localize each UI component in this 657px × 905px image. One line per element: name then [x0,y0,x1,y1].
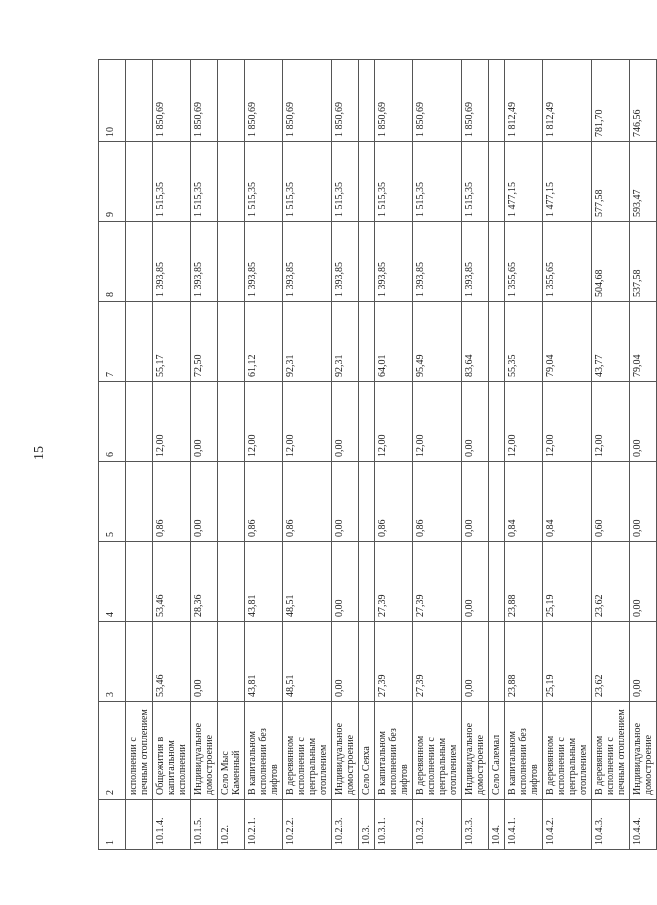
value-cell: 12,00 [505,382,543,462]
table-row [126,60,153,850]
value-cell: 27,39 [413,622,462,702]
row-number-cell: 10.2.2. [283,800,332,850]
value-cell [126,60,153,142]
value-cell: 1 850,69 [245,60,283,142]
value-cell: 23,62 [592,622,630,702]
value-cell: 12,00 [592,382,630,462]
row-number-cell: 10.4.1. [505,800,543,850]
value-cell: 12,00 [283,382,332,462]
value-cell: 1 515,35 [413,142,462,222]
value-cell: 0,00 [630,382,657,462]
row-number-cell: 10.1.4. [153,800,191,850]
header-cell: 6 [99,382,126,462]
page-number: 15 [32,446,47,460]
value-cell: 23,62 [592,542,630,622]
table-row [505,60,543,850]
row-name-cell: В деревянном исполнении с печным отоплением [592,702,630,800]
value-cell [218,622,245,702]
table-row [218,60,245,850]
value-cell [218,542,245,622]
value-cell: 1 477,15 [543,142,592,222]
value-cell: 53,46 [153,622,191,702]
value-cell: 746,56 [630,60,657,142]
value-cell: 25,19 [543,542,592,622]
value-cell: 28,36 [191,542,218,622]
value-cell: 43,81 [245,542,283,622]
value-cell: 1 812,49 [505,60,543,142]
value-cell: 0,86 [153,462,191,542]
value-cell [359,60,375,142]
table-row [630,60,657,850]
header-cell: 10 [99,60,126,142]
tariff-table [98,59,657,850]
header-cell: 5 [99,462,126,542]
value-cell: 48,51 [283,542,332,622]
value-cell [126,622,153,702]
value-cell: 1 850,69 [462,60,489,142]
header-cell: 1 [99,800,126,850]
value-cell: 1 812,49 [543,60,592,142]
value-cell: 48,51 [283,622,332,702]
value-cell: 23,88 [505,542,543,622]
value-cell: 0,00 [630,542,657,622]
row-number-cell: 10.4.4. [630,800,657,850]
value-cell: 0,86 [375,462,413,542]
row-name-cell: В деревянном исполнении с центральным отоплением [283,702,332,800]
value-cell: 0,00 [332,622,359,702]
value-cell: 1 515,35 [153,142,191,222]
row-name-cell: В капитальном исполнении без лифтов [375,702,413,800]
value-cell [489,542,505,622]
value-cell: 537,58 [630,222,657,302]
value-cell [489,142,505,222]
row-name-cell: Индивидуальное домостроение [630,702,657,800]
value-cell: 0,86 [283,462,332,542]
value-cell: 1 515,35 [462,142,489,222]
value-cell: 0,00 [191,622,218,702]
row-name-cell: Индивидуальное домостроение [332,702,359,800]
value-cell [126,382,153,462]
value-cell: 0,00 [462,462,489,542]
table-row [283,60,332,850]
row-number-cell: 10.4.3. [592,800,630,850]
value-cell: 1 393,85 [245,222,283,302]
row-name-cell: Село Салемал [489,702,505,800]
value-cell [126,462,153,542]
header-cell: 9 [99,142,126,222]
value-cell: 0,00 [332,462,359,542]
value-cell: 64,01 [375,302,413,382]
value-cell: 12,00 [543,382,592,462]
header-cell: 4 [99,542,126,622]
value-cell: 1 515,35 [283,142,332,222]
row-number-cell: 10.4. [489,800,505,850]
value-cell [489,60,505,142]
value-cell: 1 477,15 [505,142,543,222]
value-cell [126,222,153,302]
value-cell: 1 515,35 [191,142,218,222]
value-cell: 0,00 [191,462,218,542]
value-cell: 1 850,69 [332,60,359,142]
value-cell [218,302,245,382]
value-cell [489,222,505,302]
value-cell: 0,86 [245,462,283,542]
row-name-cell: Село Сеяха [359,702,375,800]
value-cell: 577,58 [592,142,630,222]
row-number-cell: 10.2.3. [332,800,359,850]
value-cell: 23,88 [505,622,543,702]
value-cell: 1 393,85 [283,222,332,302]
row-number-cell: 10.4.2. [543,800,592,850]
value-cell [218,382,245,462]
table-row [592,60,630,850]
value-cell: 27,39 [375,622,413,702]
value-cell: 1 393,85 [413,222,462,302]
table-row [153,60,191,850]
value-cell: 0,00 [332,382,359,462]
value-cell: 12,00 [245,382,283,462]
row-name-cell: В деревянном исполнении с центральным отоплением [543,702,592,800]
table-row [462,60,489,850]
row-number-cell: 10.3. [359,800,375,850]
value-cell: 1 850,69 [153,60,191,142]
value-cell: 1 515,35 [332,142,359,222]
header-cell: 7 [99,302,126,382]
value-cell: 55,17 [153,302,191,382]
value-cell [218,222,245,302]
row-number-cell: 10.1.5. [191,800,218,850]
value-cell: 1 850,69 [191,60,218,142]
value-cell: 0,84 [543,462,592,542]
value-cell [359,382,375,462]
row-name-cell: Село Мыс Каменный [218,702,245,800]
table-row [191,60,218,850]
table-row [375,60,413,850]
value-cell: 1 355,65 [543,222,592,302]
value-cell: 12,00 [375,382,413,462]
row-number-cell: 10.2. [218,800,245,850]
value-cell: 0,86 [413,462,462,542]
header-cell: 3 [99,622,126,702]
value-cell: 0,00 [191,382,218,462]
table-header-row [99,60,126,850]
value-cell: 79,04 [630,302,657,382]
row-name-cell: В деревянном исполнении с центральным отоплением [413,702,462,800]
value-cell: 593,47 [630,142,657,222]
value-cell [359,462,375,542]
value-cell: 1 393,85 [153,222,191,302]
row-name-cell: Индивидуальное домостроение [462,702,489,800]
value-cell: 1 393,85 [375,222,413,302]
value-cell: 1 355,65 [505,222,543,302]
value-cell: 27,39 [413,542,462,622]
value-cell [359,302,375,382]
value-cell: 0,00 [462,382,489,462]
header-cell: 8 [99,222,126,302]
value-cell [218,142,245,222]
value-cell: 1 393,85 [462,222,489,302]
row-name-cell: Общежития в капитальном исполнении [153,702,191,800]
value-cell: 25,19 [543,622,592,702]
value-cell [126,542,153,622]
value-cell [218,462,245,542]
value-cell: 43,77 [592,302,630,382]
row-number-cell: 10.3.1. [375,800,413,850]
table-row [245,60,283,850]
value-cell [489,302,505,382]
value-cell [126,142,153,222]
value-cell: 55,35 [505,302,543,382]
row-number-cell [126,800,153,850]
value-cell: 92,31 [332,302,359,382]
value-cell: 12,00 [413,382,462,462]
value-cell: 0,60 [592,462,630,542]
value-cell: 0,00 [630,462,657,542]
value-cell: 79,04 [543,302,592,382]
value-cell: 1 515,35 [375,142,413,222]
value-cell [126,302,153,382]
value-cell [359,622,375,702]
value-cell: 1 850,69 [413,60,462,142]
value-cell [359,142,375,222]
value-cell [359,542,375,622]
row-name-cell: исполнении с печным отоплением [126,702,153,800]
value-cell [359,222,375,302]
value-cell: 43,81 [245,622,283,702]
value-cell [489,462,505,542]
header-cell: 2 [99,702,126,800]
value-cell: 95,49 [413,302,462,382]
row-number-cell: 10.3.3. [462,800,489,850]
value-cell: 12,00 [153,382,191,462]
value-cell: 0,00 [332,542,359,622]
value-cell: 0,84 [505,462,543,542]
table-row [413,60,462,850]
table-row [332,60,359,850]
value-cell: 27,39 [375,542,413,622]
value-cell: 61,12 [245,302,283,382]
value-cell: 1 393,85 [332,222,359,302]
table-row [543,60,592,850]
value-cell: 1 393,85 [191,222,218,302]
value-cell [489,382,505,462]
value-cell: 0,00 [462,622,489,702]
row-number-cell: 10.2.1. [245,800,283,850]
row-name-cell: В капитальном исполнении без лифтов [505,702,543,800]
value-cell: 0,00 [630,622,657,702]
value-cell: 1 515,35 [245,142,283,222]
rotated-table-container [98,60,654,850]
value-cell [489,622,505,702]
table-row [489,60,505,850]
row-number-cell: 10.3.2. [413,800,462,850]
value-cell: 0,00 [462,542,489,622]
value-cell: 92,31 [283,302,332,382]
table-row [359,60,375,850]
value-cell: 504,68 [592,222,630,302]
value-cell: 72,50 [191,302,218,382]
row-name-cell: В капитальном исполнении без лифтов [245,702,283,800]
value-cell: 781,70 [592,60,630,142]
value-cell [218,60,245,142]
value-cell: 1 850,69 [375,60,413,142]
value-cell: 83,64 [462,302,489,382]
value-cell: 53,46 [153,542,191,622]
value-cell: 1 850,69 [283,60,332,142]
row-name-cell: Индивидуальное домостроение [191,702,218,800]
